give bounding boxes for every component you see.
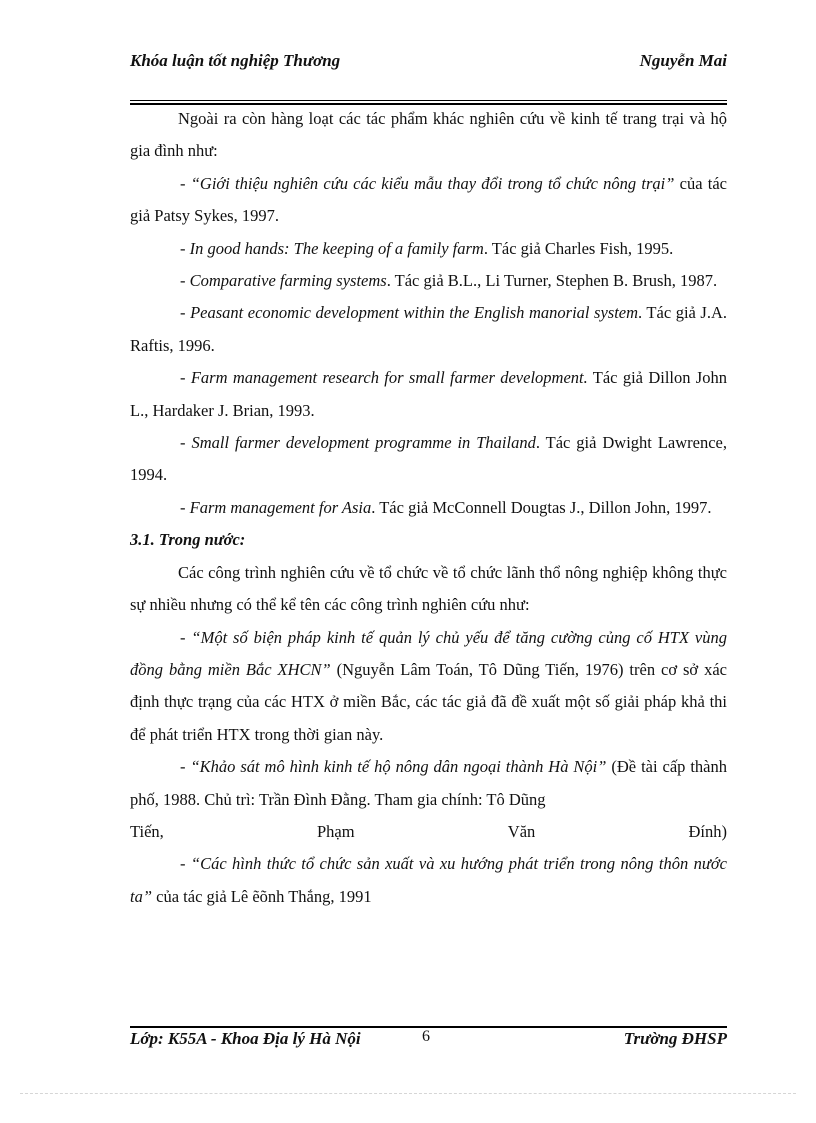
header-thesis-title: Khóa luận tốt nghiệp Thương xyxy=(130,51,341,70)
reference-item: - Farm management research for small farmer development. Tác giả Dillon John L., Hardaker J. Brian, 1993. xyxy=(130,368,727,420)
reference-title: In good hands: The keeping of a family farm xyxy=(189,238,484,258)
reference-title: “Khảo sát mô hình kinh tế hộ nông dân ngoại thành Hà Nội” xyxy=(190,757,607,777)
page-footer xyxy=(130,1027,727,1079)
reference-title: “Giới thiệu nghiên cứu các kiểu mẫu thay đổi trong tổ chức nông trại” xyxy=(190,173,675,193)
reference-item: - In good hands: The keeping of a family farm. Tác giả Charles Fish, 1995. xyxy=(180,238,674,258)
reference-title: Farm management for Asia xyxy=(189,497,372,517)
domestic-intro-paragraph: Các công trình nghiên cứu về tổ chức về tổ chức lãnh thổ nông nghiệp không thực sự nhiều nhưng có thể kể tên các công trình nghiên cứu như: xyxy=(130,562,727,615)
reference-item: - Small farmer development programme in Thailand. Tác giả Dwight Lawrence, 1994. xyxy=(130,433,727,485)
reference-title: Comparative farming systems xyxy=(189,271,387,291)
reference-title: “Một số biện pháp kinh tế quản lý chủ yếu để tăng cường củng cố HTX vùng đồng bằng miền Bắc XHCN” xyxy=(130,627,727,679)
reference-item: - “Giới thiệu nghiên cứu các kiểu mẫu thay đổi trong tổ chức nông trại” của tác giả Patsy Sykes, 1997. xyxy=(130,173,728,226)
header-author: Nguyễn Mai xyxy=(639,51,727,70)
domestic-reference-item: - “Khảo sát mô hình kinh tế hộ nông dân ngoại thành Hà Nội” (Đề tài cấp thành phố, 1988. Chủ trì: Trần Đình Đằng. Tham gia chính: Tô Dũng xyxy=(130,757,728,809)
reference-item: - Farm management for Asia. Tác giả McConnell Dougtas J., Dillon John, 1997. xyxy=(180,497,712,517)
reference-item: - Peasant economic development within the English manorial system. Tác giả J.A. Raftis, 1996. xyxy=(130,303,727,355)
footer-school: Trường ĐHSP xyxy=(623,1029,727,1048)
reference-title: “Các hình thức tổ chức sản xuất và xu hướng phát triển trong nông thôn nước ta” xyxy=(130,854,727,906)
justified-last-line: Tiến, Phạm Văn Đính) xyxy=(130,821,727,841)
page-body xyxy=(130,103,727,913)
section-heading: 3.1. Trong nước: xyxy=(130,530,246,550)
page-break-line xyxy=(20,1093,796,1094)
page-header xyxy=(130,48,727,100)
header-rule-thin xyxy=(130,100,727,101)
reference-title: Small farmer development programme in Thailand xyxy=(191,433,536,453)
page-number: 6 xyxy=(422,1028,430,1045)
reference-title: Peasant economic development within the English manorial system xyxy=(190,303,639,323)
reference-title: Farm management research for small farmer development. xyxy=(190,368,588,388)
footer-class-info: Lớp: K55A - Khoa Địa lý Hà Nội xyxy=(130,1029,361,1048)
intro-paragraph: Ngoài ra còn hàng loạt các tác phẩm khác nghiên cứu về kinh tế trang trại và hộ gia đình như: xyxy=(130,109,727,161)
domestic-reference-item: - “Một số biện pháp kinh tế quản lý chủ yếu để tăng cường củng cố HTX vùng đồng bằng miền Bắc XHCN” (Nguyễn Lâm Toán, Tô Dũng Tiến, 1976) trên cơ sở xác định thực trạng của các HTX ở miền Bắc, các tác giả đã đề xuất một số giải pháp khả thi để phát triển HTX trong thời gian này. xyxy=(130,627,727,744)
reference-item: - Comparative farming systems. Tác giả B.L., Li Turner, Stephen B. Brush, 1987. xyxy=(180,271,718,291)
domestic-reference-item: - “Các hình thức tổ chức sản xuất và xu hướng phát triển trong nông thôn nước ta” của tác giả Lê ẽõnh Thắng, 1991 xyxy=(130,854,727,906)
